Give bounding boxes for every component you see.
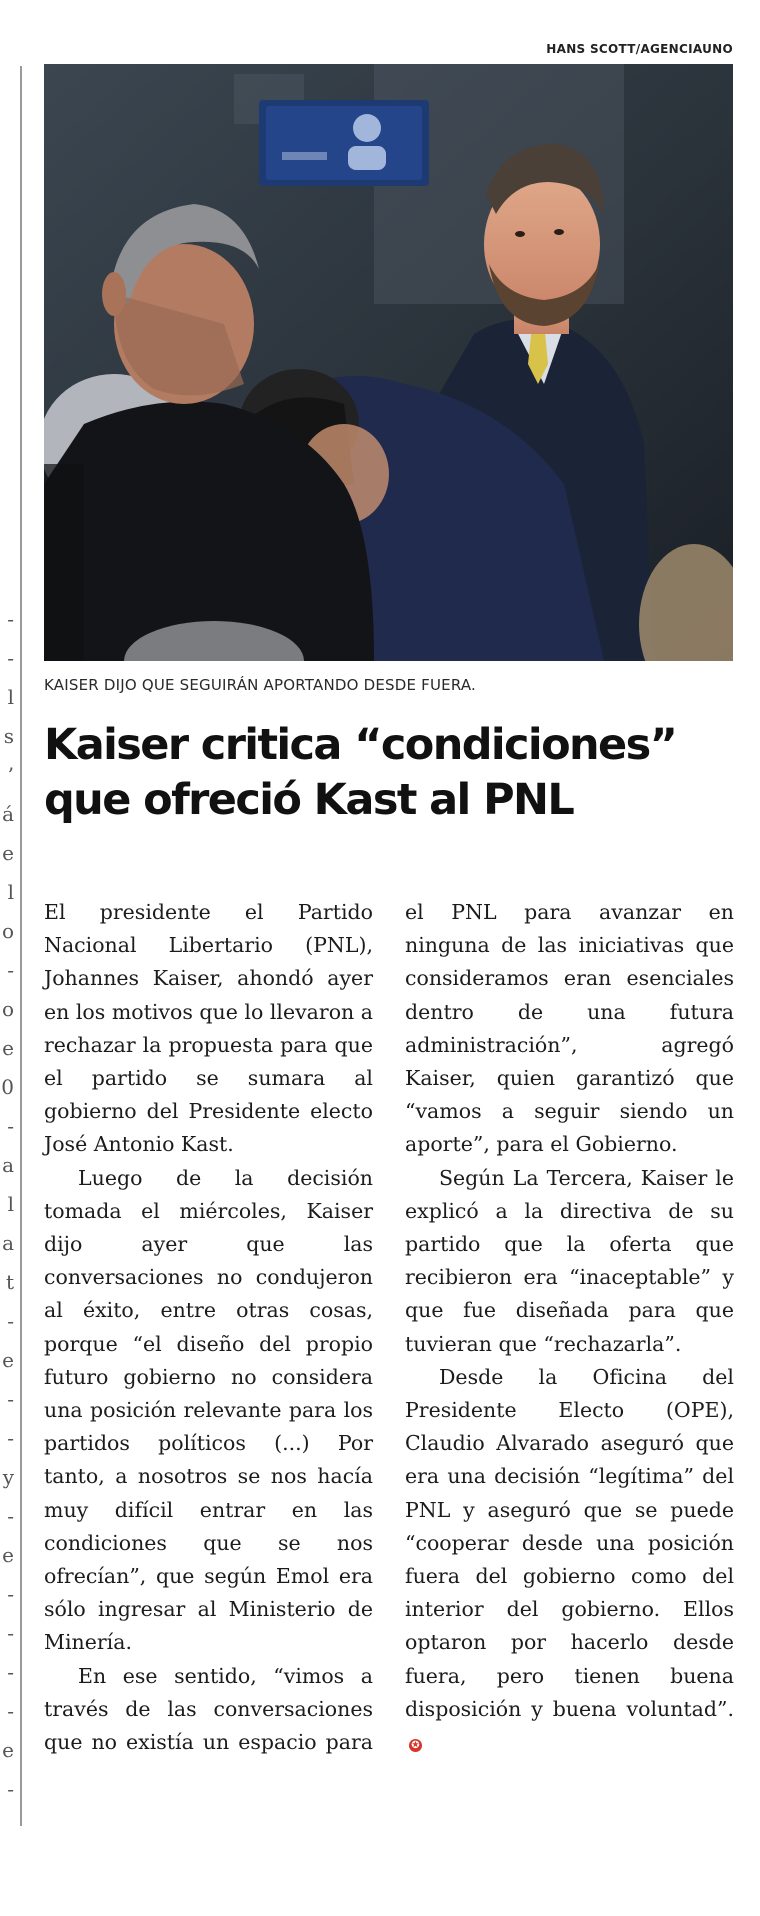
fragment-char: t bbox=[5, 1270, 14, 1294]
fragment-char: e bbox=[2, 1036, 14, 1060]
fragment-char: o bbox=[1, 919, 14, 943]
fragment-char: l bbox=[7, 685, 14, 709]
fragment-char: á bbox=[2, 802, 14, 826]
article-photo bbox=[44, 64, 733, 661]
fragment-char: - bbox=[7, 1621, 14, 1645]
headline-line-1: Kaiser critica “condiciones” bbox=[44, 720, 677, 770]
paragraph: El presidente el Partido Nacional Libertario (PNL), Johannes Kaiser, ahondó ayer en los motivos que lo llevaron a rechazar la propuesta para que el partido se sumara al gobierno del Presidente electo José Antonio Kast. bbox=[44, 900, 373, 1157]
fragment-char: - bbox=[7, 1660, 14, 1684]
paragraph-text: Desde la Oficina del Presidente Electo (OPE), Claudio Alvarado aseguró que era una decisión “legítima” del PNL y aseguró que se puede “cooperar desde una posición fuera del gobierno como del interior del gobierno. Ellos optaron por hacerlo desde fuera, pero tienen buena disposición y buena voluntad”. bbox=[405, 1364, 734, 1721]
fragment-char: - bbox=[7, 646, 14, 670]
fragment-char: a bbox=[2, 1231, 14, 1255]
fragment-char: e bbox=[2, 841, 14, 865]
fragment-char: l bbox=[7, 880, 14, 904]
fragment-char: - bbox=[7, 1114, 14, 1138]
fragment-char: - bbox=[7, 1426, 14, 1450]
fragment-char: - bbox=[7, 1699, 14, 1723]
column-divider bbox=[20, 66, 22, 1826]
end-mark-icon: ✪ bbox=[409, 1739, 422, 1752]
fragment-char: e bbox=[2, 1348, 14, 1372]
fragment-char: - bbox=[7, 958, 14, 982]
fragment-char: e bbox=[2, 1738, 14, 1762]
paragraph: En ese sentido, “vimos a través de las conversaciones que no existía un espacio para el PNL para avanzar en ninguna de las iniciativas que consideramos eran esenciales dentro de una futura administración”, agregó Kaiser, quien garantizó que “vamos a seguir siendo un aporte”, para el Gobierno. bbox=[44, 900, 734, 1755]
fragment-char: - bbox=[7, 1309, 14, 1333]
fragment-char: 0 bbox=[1, 1075, 14, 1099]
paragraph: Luego de la decisión tomada el miércoles, Kaiser dijo ayer que las conversaciones no condujeron al éxito, entre otras cosas, porque “el diseño del propio futuro gobierno no considera una posición relevante para los partidos políticos (...) Por tanto, a nosotros se nos hacía muy difícil entrar en las condiciones que se nos ofrecían”, que según Emol era sólo ingresar al Ministerio de Minería. bbox=[44, 1165, 373, 1655]
fragment-char: - bbox=[7, 1582, 14, 1606]
fragment-char: - bbox=[7, 607, 14, 631]
headline-line-2: que ofreció Kast al PNL bbox=[44, 775, 574, 825]
fragment-char: ’ bbox=[7, 763, 14, 787]
fragment-char: y bbox=[2, 1465, 14, 1489]
article-body bbox=[44, 896, 734, 1759]
fragment-char: - bbox=[7, 1504, 14, 1528]
fragment-char: - bbox=[7, 1777, 14, 1801]
fragment-char: o bbox=[1, 997, 14, 1021]
headline bbox=[44, 718, 734, 828]
fragment-char: l bbox=[7, 1192, 14, 1216]
adjacent-column-fragment bbox=[0, 600, 14, 1809]
fragment-char: s bbox=[3, 724, 14, 748]
paragraph bbox=[405, 1361, 734, 1759]
photo-credit: HANS SCOTT/AGENCIAUNO bbox=[546, 42, 733, 56]
fragment-char: e bbox=[2, 1543, 14, 1567]
photo-caption: KAISER DIJO QUE SEGUIRÁN APORTANDO DESDE FUERA. bbox=[44, 676, 476, 694]
fragment-char: - bbox=[7, 1387, 14, 1411]
fragment-char: a bbox=[2, 1153, 14, 1177]
paragraph: Según La Tercera, Kaiser le explicó a la directiva de su partido que la oferta que recibieron era “inaceptable” y que fue diseñada para que tuvieran que “rechazarla”. bbox=[405, 1165, 734, 1356]
